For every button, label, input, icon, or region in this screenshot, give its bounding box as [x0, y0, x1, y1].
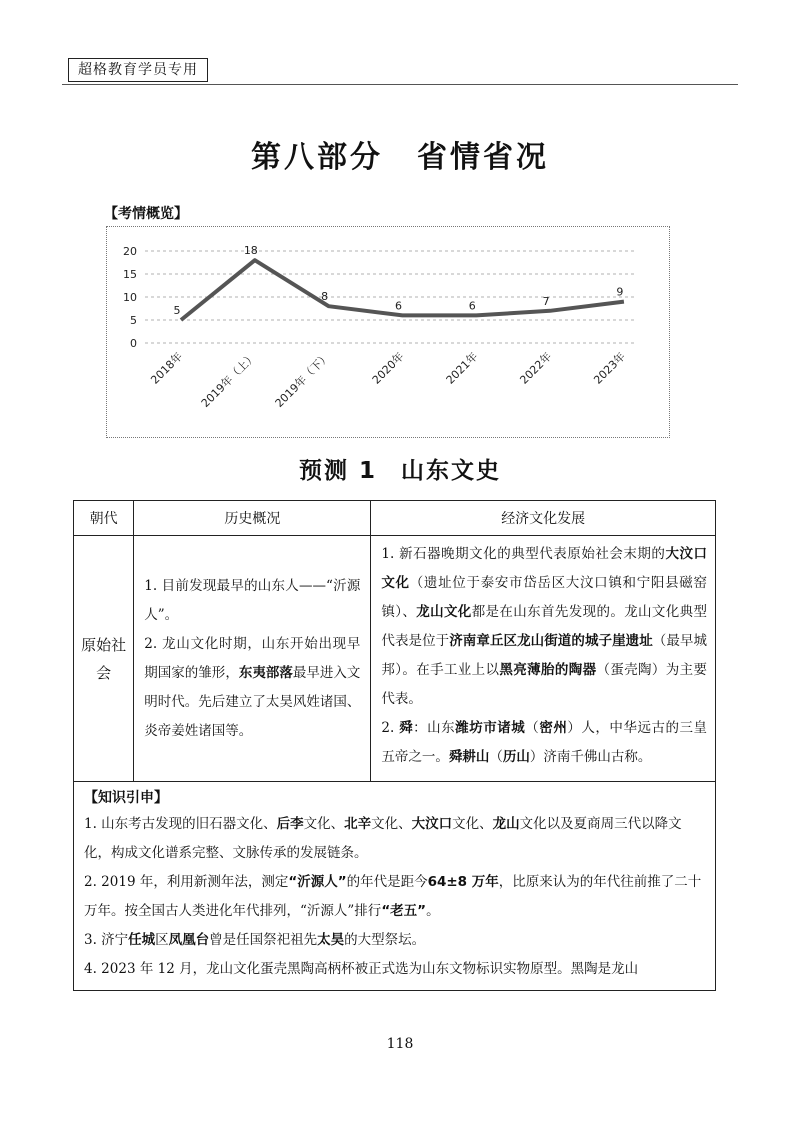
part-title [0, 132, 800, 176]
x-tick-label: 2019年（上） [198, 349, 259, 411]
exam-overview-tag: 【考情概览】 [104, 206, 188, 222]
data-label: 7 [542, 294, 550, 308]
y-tick-label: 5 [130, 314, 137, 327]
col-header-economy: 经济文化发展 [371, 501, 716, 536]
data-label: 6 [468, 299, 476, 313]
history-cell [134, 536, 371, 782]
prediction-title [0, 452, 800, 485]
knowledge-point-3: 3. 济宁任城区凤凰台曾是任国祭祀祖先太昊的大型祭坛。 [84, 932, 426, 948]
knowledge-cell [74, 782, 716, 991]
history-point-2: 2. 龙山文化时期，山东开始出现早期国家的雏形，东夷部落最早进入文明时代。先后建立了太昊风姓诸国、炎帝姜姓诸国等。 [144, 635, 361, 739]
header-divider [62, 84, 738, 85]
part-title-number: 第八部分 [251, 140, 383, 175]
table-header-row [74, 501, 716, 536]
economy-point-1: 1. 新石器晚期文化的典型代表原始社会末期的大汶口文化（遗址位于泰安市岱岳区大汶口镇和宁阳县磁窑镇）、龙山文化都是在山东首先发现的。龙山文化典型代表是位于济南章丘区龙山街道的城子崖遗址（最早城邦）。在手工业上以黑亮薄胎的陶器（蛋壳陶）为主要代表。 [381, 546, 708, 707]
y-tick-label: 20 [123, 245, 137, 258]
knowledge-point-1: 1. 山东考古发现的旧石器文化、后李文化、北辛文化、大汶口文化、龙山文化以及夏商周三代以降文化，构成文化谱系完整、文脉传承的发展链条。 [84, 816, 682, 861]
prediction-topic: 山东文史 [401, 458, 501, 484]
table-row [74, 536, 716, 782]
x-tick-label: 2019年（下） [272, 349, 333, 411]
prediction-number: 预测 1 [298, 458, 377, 484]
page-number: 118 [386, 1036, 414, 1052]
series-line [181, 260, 624, 320]
course-label: 超格教育学员专用 [68, 58, 208, 82]
knowledge-point-4: 4. 2023 年 12 月，龙山文化蛋壳黑陶高柄杯被正式选为山东文物标识实物原型。黑陶是龙山 [84, 961, 639, 977]
knowledge-title: 【知识引申】 [84, 790, 168, 806]
exam-frequency-chart [106, 226, 670, 438]
y-tick-label: 0 [130, 337, 137, 350]
x-tick-label: 2023年 [591, 349, 629, 387]
y-tick-label: 10 [123, 291, 137, 304]
era-cell: 原始社会 [74, 536, 134, 782]
economy-cell [371, 536, 716, 782]
line-chart [107, 227, 669, 437]
x-tick-label: 2022年 [517, 349, 555, 387]
y-tick-label: 15 [123, 268, 137, 281]
data-label: 18 [243, 244, 258, 258]
knowledge-row [74, 782, 716, 991]
x-tick-label: 2018年 [148, 349, 186, 387]
economy-point-2: 2. 舜：山东潍坊市诸城（密州）人，中华远古的三皇五帝之一。舜耕山（历山）济南千佛山古称。 [381, 720, 708, 765]
part-title-name: 省情省况 [417, 140, 549, 175]
knowledge-point-2: 2. 2019 年，利用新测年法，测定“沂源人”的年代是距今64±8 万年，比原来认为的年代往前推了二十万年。按全国古人类进化年代排列，“沂源人”排行“老五”。 [84, 874, 702, 919]
data-label: 5 [173, 304, 181, 317]
col-header-era: 朝代 [74, 501, 134, 536]
col-header-history: 历史概况 [134, 501, 371, 536]
data-label: 9 [616, 285, 624, 299]
history-table [73, 500, 716, 991]
data-label: 6 [394, 299, 402, 313]
x-tick-label: 2020年 [369, 349, 407, 387]
history-point-1: 1. 目前发现最早的山东人——“沂源人”。 [144, 577, 361, 623]
data-label: 8 [321, 290, 329, 304]
x-tick-label: 2021年 [443, 349, 481, 387]
